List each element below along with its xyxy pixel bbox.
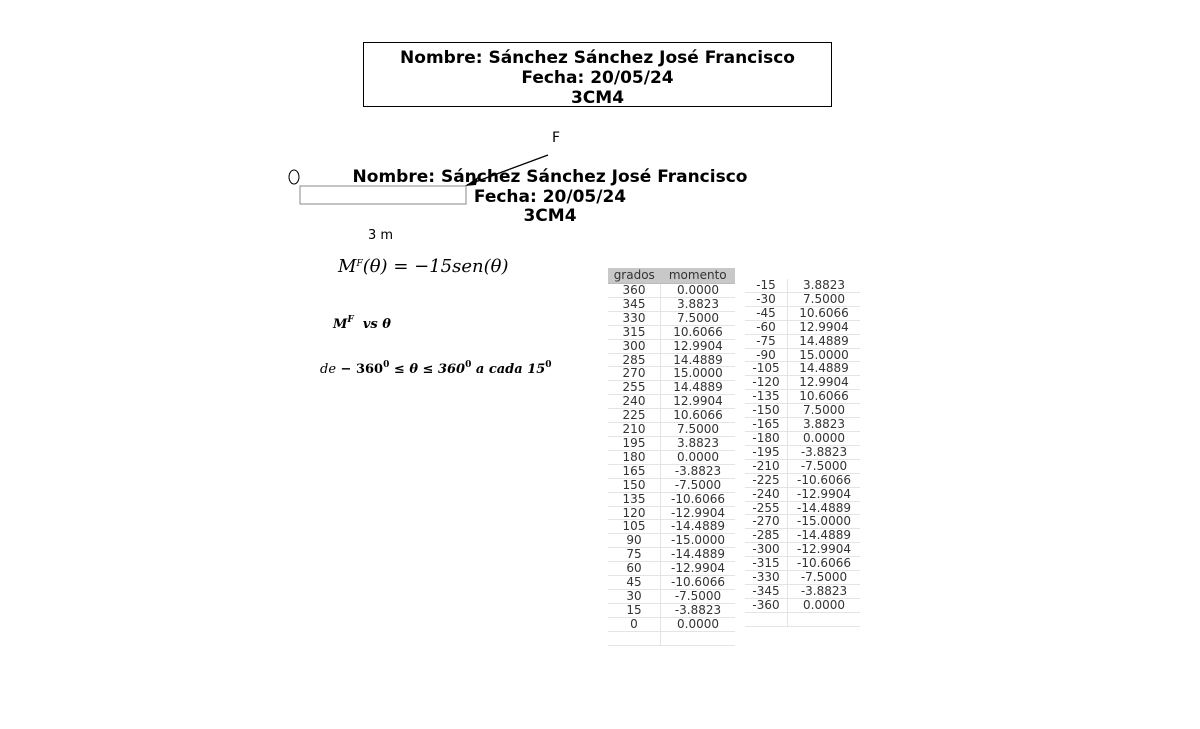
overlap-header-name: Nombre: Sánchez Sánchez José Francisco bbox=[352, 167, 748, 187]
angle-cell: 300 bbox=[608, 339, 661, 353]
table-row bbox=[745, 557, 860, 571]
angle-cell: -150 bbox=[745, 404, 788, 418]
table-row bbox=[745, 431, 860, 445]
table-row bbox=[608, 423, 735, 437]
moment-cell: -15.0000 bbox=[788, 515, 861, 529]
angle-cell: -15 bbox=[745, 279, 788, 292]
table-row bbox=[745, 473, 860, 487]
header-group: 3CM4 bbox=[570, 88, 625, 108]
table-row bbox=[745, 543, 860, 557]
empty-cell bbox=[661, 631, 736, 645]
moment-cell: -10.6066 bbox=[788, 557, 861, 571]
table-row bbox=[745, 515, 860, 529]
header-grados: grados bbox=[608, 268, 661, 284]
table-row bbox=[608, 506, 735, 520]
angle-cell: 330 bbox=[608, 311, 661, 325]
moment-cell: 12.9904 bbox=[661, 395, 736, 409]
angle-cell: 45 bbox=[608, 576, 661, 590]
negative-angle-table bbox=[745, 279, 860, 627]
moment-cell: -14.4889 bbox=[788, 501, 861, 515]
angle-cell: 225 bbox=[608, 409, 661, 423]
empty-cell bbox=[788, 612, 861, 626]
angle-cell: 180 bbox=[608, 450, 661, 464]
range-step: a cada 15 bbox=[475, 362, 546, 377]
header-name: Nombre: Sánchez Sánchez José Francisco bbox=[400, 48, 795, 68]
moment-table bbox=[608, 268, 735, 646]
moment-cell: -10.6066 bbox=[661, 492, 736, 506]
eq-rhs: −15sen(θ) bbox=[414, 256, 509, 277]
moment-cell: 0.0000 bbox=[788, 431, 861, 445]
table-row bbox=[608, 353, 735, 367]
angle-cell: 165 bbox=[608, 464, 661, 478]
angle-cell: -60 bbox=[745, 320, 788, 334]
table-row bbox=[608, 381, 735, 395]
moment-cell: 7.5000 bbox=[788, 404, 861, 418]
force-label: F bbox=[552, 130, 561, 146]
angle-cell: 255 bbox=[608, 381, 661, 395]
table-row bbox=[608, 409, 735, 423]
angle-cell: -270 bbox=[745, 515, 788, 529]
angle-cell: 60 bbox=[608, 562, 661, 576]
eq-M: M bbox=[338, 256, 357, 277]
moment-cell: -12.9904 bbox=[661, 506, 736, 520]
moment-cell: 0.0000 bbox=[788, 598, 861, 612]
header-date: Fecha: 20/05/24 bbox=[521, 68, 674, 88]
angle-cell: 345 bbox=[608, 297, 661, 311]
table-row bbox=[745, 501, 860, 515]
table-empty-row bbox=[745, 612, 860, 626]
plot-title-sup: F bbox=[347, 315, 354, 325]
table-row bbox=[608, 436, 735, 450]
moment-cell: 12.9904 bbox=[788, 320, 861, 334]
angle-cell: -255 bbox=[745, 501, 788, 515]
table-row bbox=[608, 297, 735, 311]
plot-title-rest: vs θ bbox=[362, 317, 391, 332]
table-row bbox=[745, 306, 860, 320]
angle-cell: -105 bbox=[745, 362, 788, 376]
angle-cell: 105 bbox=[608, 520, 661, 534]
angle-cell: -285 bbox=[745, 529, 788, 543]
angle-cell: 315 bbox=[608, 325, 661, 339]
moment-cell: 12.9904 bbox=[661, 339, 736, 353]
moment-cell: 10.6066 bbox=[788, 390, 861, 404]
angle-cell: -225 bbox=[745, 473, 788, 487]
moment-cell: 7.5000 bbox=[661, 423, 736, 437]
overlap-header-date: Fecha: 20/05/24 bbox=[473, 186, 627, 207]
table-row bbox=[608, 534, 735, 548]
table-row bbox=[745, 571, 860, 585]
range-sup2: 0 bbox=[465, 360, 472, 370]
moment-cell: 15.0000 bbox=[661, 367, 736, 381]
table-row bbox=[608, 562, 735, 576]
eq-equals: = bbox=[393, 256, 409, 277]
angle-cell: -90 bbox=[745, 348, 788, 362]
table-row bbox=[608, 617, 735, 631]
angle-cell: 210 bbox=[608, 423, 661, 437]
table-row bbox=[745, 334, 860, 348]
moment-cell: 10.6066 bbox=[788, 306, 861, 320]
overlap-header bbox=[330, 168, 770, 227]
moment-cell: -7.5000 bbox=[788, 459, 861, 473]
table-row bbox=[608, 576, 735, 590]
angle-cell: 0 bbox=[608, 617, 661, 631]
angle-cell: -30 bbox=[745, 292, 788, 306]
moment-cell: -15.0000 bbox=[661, 534, 736, 548]
moment-cell: 14.4889 bbox=[788, 334, 861, 348]
table-row bbox=[608, 548, 735, 562]
table-row bbox=[745, 598, 860, 612]
table-row bbox=[745, 320, 860, 334]
angle-cell: 195 bbox=[608, 436, 661, 450]
table-row bbox=[608, 325, 735, 339]
table-row bbox=[745, 390, 860, 404]
angle-cell: 75 bbox=[608, 548, 661, 562]
pivot-circle bbox=[289, 170, 299, 184]
table-row bbox=[745, 292, 860, 306]
moment-cell: -3.8823 bbox=[661, 464, 736, 478]
angle-cell: 270 bbox=[608, 367, 661, 381]
moment-cell: -3.8823 bbox=[661, 603, 736, 617]
plot-title-M: M bbox=[333, 317, 348, 332]
table-row bbox=[608, 284, 735, 298]
table-row bbox=[745, 376, 860, 390]
moment-cell: 7.5000 bbox=[788, 292, 861, 306]
moment-cell: -12.9904 bbox=[661, 562, 736, 576]
moment-cell: -14.4889 bbox=[788, 529, 861, 543]
table-row bbox=[745, 487, 860, 501]
angle-cell: 30 bbox=[608, 589, 661, 603]
angle-cell: 150 bbox=[608, 478, 661, 492]
moment-cell: 10.6066 bbox=[661, 409, 736, 423]
angle-cell: -210 bbox=[745, 459, 788, 473]
angle-cell: -345 bbox=[745, 584, 788, 598]
angle-cell: -330 bbox=[745, 571, 788, 585]
moment-cell: 0.0000 bbox=[661, 450, 736, 464]
empty-cell bbox=[608, 631, 661, 645]
angle-cell: -300 bbox=[745, 543, 788, 557]
range-sup1: 0 bbox=[383, 360, 390, 370]
angle-cell: -120 bbox=[745, 376, 788, 390]
length-label: 3 m bbox=[368, 228, 394, 243]
table-row bbox=[745, 459, 860, 473]
moment-equation bbox=[338, 256, 509, 277]
range-sup3: 0 bbox=[545, 360, 552, 370]
table-row bbox=[608, 492, 735, 506]
angle-cell: 240 bbox=[608, 395, 661, 409]
moment-cell: 0.0000 bbox=[661, 284, 736, 298]
angle-cell: 285 bbox=[608, 353, 661, 367]
moment-cell: -10.6066 bbox=[661, 576, 736, 590]
angle-cell: 135 bbox=[608, 492, 661, 506]
table-row bbox=[608, 339, 735, 353]
moment-cell: 7.5000 bbox=[661, 311, 736, 325]
range-de: de bbox=[320, 362, 337, 377]
range-lower: − 360 bbox=[340, 362, 384, 377]
plot-title bbox=[333, 315, 391, 332]
angle-cell: -165 bbox=[745, 418, 788, 432]
table-row bbox=[745, 279, 860, 292]
moment-cell: -12.9904 bbox=[788, 487, 861, 501]
angle-cell: -360 bbox=[745, 598, 788, 612]
table-row bbox=[608, 478, 735, 492]
moment-cell: 14.4889 bbox=[661, 381, 736, 395]
moment-cell: -3.8823 bbox=[788, 584, 861, 598]
angle-cell: 360 bbox=[608, 284, 661, 298]
moment-cell: 3.8823 bbox=[661, 297, 736, 311]
moment-cell: -10.6066 bbox=[788, 473, 861, 487]
table-row bbox=[608, 311, 735, 325]
moment-cell: -14.4889 bbox=[661, 548, 736, 562]
moment-cell: 3.8823 bbox=[788, 418, 861, 432]
moment-cell: -7.5000 bbox=[788, 571, 861, 585]
moment-cell: 3.8823 bbox=[788, 279, 861, 292]
table-row bbox=[608, 367, 735, 381]
table-row bbox=[608, 520, 735, 534]
table-row bbox=[745, 445, 860, 459]
angle-cell: -180 bbox=[745, 431, 788, 445]
moment-cell: 14.4889 bbox=[788, 362, 861, 376]
angle-cell: -195 bbox=[745, 445, 788, 459]
table-row bbox=[745, 418, 860, 432]
range-middle: ≤ θ ≤ 360 bbox=[393, 362, 466, 377]
empty-cell bbox=[745, 612, 788, 626]
table-row bbox=[608, 450, 735, 464]
table-row bbox=[608, 464, 735, 478]
moment-cell: -14.4889 bbox=[661, 520, 736, 534]
table-row bbox=[745, 348, 860, 362]
header-momento: momento bbox=[661, 268, 736, 284]
table-row bbox=[745, 584, 860, 598]
eq-arg: (θ) bbox=[362, 256, 388, 277]
moment-cell: -7.5000 bbox=[661, 478, 736, 492]
moment-cell: 0.0000 bbox=[661, 617, 736, 631]
eq-sup-F: F bbox=[356, 259, 363, 269]
table-empty-row bbox=[608, 631, 735, 645]
table-row bbox=[745, 404, 860, 418]
moment-cell: 15.0000 bbox=[788, 348, 861, 362]
table-row bbox=[745, 362, 860, 376]
angle-cell: -45 bbox=[745, 306, 788, 320]
table-header-row bbox=[608, 268, 735, 284]
angle-cell: -315 bbox=[745, 557, 788, 571]
moment-cell: 14.4889 bbox=[661, 353, 736, 367]
moment-cell: -12.9904 bbox=[788, 543, 861, 557]
moment-cell: -7.5000 bbox=[661, 589, 736, 603]
angle-cell: -240 bbox=[745, 487, 788, 501]
table-row bbox=[745, 529, 860, 543]
table-row bbox=[608, 395, 735, 409]
angle-cell: -75 bbox=[745, 334, 788, 348]
angle-cell: 15 bbox=[608, 603, 661, 617]
moment-cell: 10.6066 bbox=[661, 325, 736, 339]
moment-cell: -3.8823 bbox=[788, 445, 861, 459]
table-row bbox=[608, 603, 735, 617]
moment-cell: 12.9904 bbox=[788, 376, 861, 390]
range-text bbox=[320, 360, 552, 377]
table-row bbox=[608, 589, 735, 603]
angle-cell: -135 bbox=[745, 390, 788, 404]
angle-cell: 120 bbox=[608, 506, 661, 520]
overlap-header-group: 3CM4 bbox=[523, 206, 577, 226]
moment-cell: 3.8823 bbox=[661, 436, 736, 450]
angle-cell: 90 bbox=[608, 534, 661, 548]
